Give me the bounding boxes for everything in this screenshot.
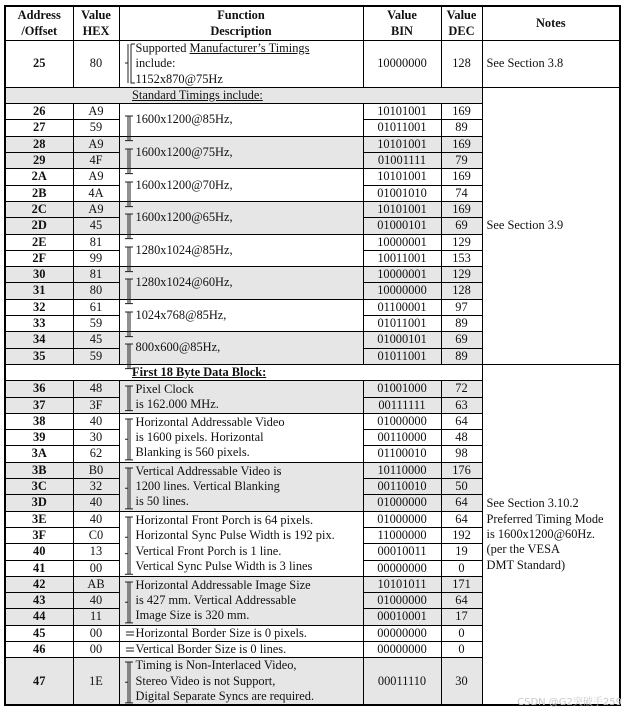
func-line: Horizontal Sync Pulse Width is 192 pix.	[135, 528, 335, 543]
dec-cell: 192	[441, 527, 482, 543]
hex-cell: 45	[73, 332, 119, 348]
func-line: Stereo Video is not Support,	[135, 673, 276, 688]
function-cell	[119, 625, 363, 641]
header-row	[5, 6, 620, 41]
func-line: Horizontal Addressable Video	[135, 414, 285, 429]
hex-cell: 81	[73, 234, 119, 250]
dec-cell: 0	[441, 641, 482, 657]
bin-cell: 00000000	[363, 625, 441, 641]
bin-cell: 00010011	[363, 544, 441, 560]
func-line: Timing is Non-Interlaced Video,	[135, 658, 297, 673]
address-cell: 3D	[5, 495, 73, 511]
address-cell: 38	[5, 413, 73, 429]
address-cell: 47	[5, 658, 73, 705]
func-line: Vertical Border Size is 0 lines.	[135, 641, 287, 656]
dec-cell: 69	[441, 332, 482, 348]
func-line: Image Size is 320 mm.	[135, 608, 250, 623]
function-cell	[119, 511, 363, 576]
address-cell: 27	[5, 120, 73, 136]
bin-cell: 01100001	[363, 299, 441, 315]
func-line: is 162.000 MHz.	[135, 397, 219, 412]
header-bin-line1: Value	[387, 8, 417, 23]
bin-cell: 00111111	[363, 397, 441, 413]
func-line: is 427 mm. Vertical Addressable	[135, 593, 296, 608]
header-dec-line1: Value	[446, 8, 477, 23]
hex-cell: 40	[73, 413, 119, 429]
function-cell	[119, 169, 363, 202]
bin-cell: 11000000	[363, 527, 441, 543]
func-line: Blanking is 560 pixels.	[135, 445, 250, 460]
brace-icon	[124, 41, 136, 87]
brace-icon	[124, 112, 136, 127]
dec-cell: 129	[441, 234, 482, 250]
dec-cell: 0	[441, 625, 482, 641]
bin-cell: 01000000	[363, 511, 441, 527]
function-cell	[119, 381, 363, 414]
address-cell: 2D	[5, 218, 73, 234]
bin-cell: 01011001	[363, 316, 441, 332]
address-cell: 3F	[5, 527, 73, 543]
section-title-text: First 18 Byte Data Block:	[132, 364, 267, 379]
dec-cell: 0	[441, 560, 482, 576]
brace-icon	[124, 178, 136, 193]
bin-cell: 01000000	[363, 495, 441, 511]
address-cell: 33	[5, 316, 73, 332]
address-cell: 3A	[5, 446, 73, 462]
brace-icon	[124, 243, 136, 258]
address-cell: 35	[5, 348, 73, 364]
address-cell: 36	[5, 381, 73, 397]
brace-icon	[124, 415, 136, 461]
brace-icon	[124, 513, 136, 574]
func-line: Horizontal Front Porch is 64 pixels.	[135, 513, 314, 528]
brace-icon	[124, 578, 136, 624]
hex-cell: 00	[73, 560, 119, 576]
bin-cell: 10000001	[363, 267, 441, 283]
header-address-line1: Address	[17, 8, 61, 23]
function-cell	[119, 576, 363, 625]
hex-cell: 4F	[73, 153, 119, 169]
dec-cell: 171	[441, 576, 482, 592]
dec-cell: 50	[441, 479, 482, 495]
header-address-line2: /Offset	[21, 23, 58, 38]
header-dec-line2: DEC	[448, 23, 475, 38]
bin-cell: 01011001	[363, 120, 441, 136]
bin-cell: 00011110	[363, 658, 441, 705]
dec-cell: 19	[441, 544, 482, 560]
bin-cell: 10101001	[363, 169, 441, 185]
section-title	[5, 364, 482, 380]
bin-cell: 01000101	[363, 332, 441, 348]
bin-cell: 01000000	[363, 413, 441, 429]
address-cell: 44	[5, 609, 73, 625]
hex-cell: A9	[73, 104, 119, 120]
hex-cell: 13	[73, 544, 119, 560]
hex-cell: 32	[73, 479, 119, 495]
address-cell: 39	[5, 430, 73, 446]
hex-cell: 48	[73, 381, 119, 397]
header-function	[119, 6, 363, 41]
address-cell: 32	[5, 299, 73, 315]
brace-icon	[124, 382, 136, 413]
func-line: Vertical Front Porch is 1 line.	[135, 543, 282, 558]
dec-cell: 64	[441, 413, 482, 429]
hex-cell: 59	[73, 120, 119, 136]
hex-cell: 00	[73, 641, 119, 657]
func-underlined-text: Manufacturer’s Timings	[189, 41, 310, 55]
function-cell	[119, 332, 363, 365]
notes-cell: See Section 3.8	[482, 41, 620, 88]
bin-cell: 00000000	[363, 560, 441, 576]
function-cell	[119, 234, 363, 267]
section-row	[5, 364, 620, 380]
hex-cell: 61	[73, 299, 119, 315]
func-line: 1152x870@75Hz	[135, 71, 223, 86]
dec-cell: 30	[441, 658, 482, 705]
hex-cell: 62	[73, 446, 119, 462]
hex-cell: AB	[73, 576, 119, 592]
function-cell	[119, 201, 363, 234]
func-line: 1024x768@85Hz,	[135, 307, 227, 322]
dec-cell: 128	[441, 283, 482, 299]
bin-cell: 10110000	[363, 462, 441, 478]
func-line: 1280x1024@60Hz,	[135, 275, 233, 290]
bin-cell: 01001111	[363, 153, 441, 169]
address-cell: 2B	[5, 185, 73, 201]
dec-cell: 64	[441, 511, 482, 527]
address-cell: 2E	[5, 234, 73, 250]
section-title-text: Standard Timings include:	[132, 87, 263, 102]
notes-line: is 1600x1200@60Hz.	[486, 526, 595, 541]
func-line: is 1600 pixels. Horizontal	[135, 430, 264, 445]
dec-cell: 169	[441, 169, 482, 185]
dec-cell: 153	[441, 250, 482, 266]
dec-cell: 169	[441, 104, 482, 120]
function-cell	[119, 104, 363, 137]
hex-cell: 45	[73, 218, 119, 234]
brace-icon	[124, 275, 136, 290]
address-cell: 25	[5, 41, 73, 88]
address-cell: 3E	[5, 511, 73, 527]
table-row	[5, 41, 620, 88]
hex-cell: B0	[73, 462, 119, 478]
dec-cell: 97	[441, 299, 482, 315]
function-cell	[119, 41, 363, 88]
bin-cell: 10000001	[363, 234, 441, 250]
func-line: Vertical Addressable Video is	[135, 463, 282, 478]
address-cell: 28	[5, 136, 73, 152]
address-cell: 2C	[5, 201, 73, 217]
address-cell: 40	[5, 544, 73, 560]
hex-cell: 4A	[73, 185, 119, 201]
bin-cell: 01001010	[363, 185, 441, 201]
hex-cell: 81	[73, 267, 119, 283]
func-line: 1600x1200@75Hz,	[135, 144, 233, 159]
bin-cell: 00110010	[363, 479, 441, 495]
func-line: Vertical Sync Pulse Width is 3 lines	[135, 559, 313, 573]
header-bin-line2: BIN	[390, 23, 414, 38]
hex-cell: 40	[73, 495, 119, 511]
address-cell: 30	[5, 267, 73, 283]
bin-cell: 01000101	[363, 218, 441, 234]
notes-cell: See Section 3.9	[482, 87, 620, 364]
hex-cell: 30	[73, 430, 119, 446]
address-cell: 2F	[5, 250, 73, 266]
brace-icon	[124, 145, 136, 160]
func-line: Horizontal Border Size is 0 pixels.	[135, 625, 307, 640]
brace-icon	[124, 464, 136, 510]
hex-cell: 1E	[73, 658, 119, 705]
func-line: Horizontal Addressable Image Size	[135, 577, 311, 592]
address-cell: 43	[5, 593, 73, 609]
hex-cell: 40	[73, 511, 119, 527]
dec-cell: 89	[441, 316, 482, 332]
notes-line: See Section 3.10.2	[486, 496, 579, 511]
dec-cell: 17	[441, 609, 482, 625]
function-cell	[119, 267, 363, 300]
bin-cell: 10101001	[363, 136, 441, 152]
dec-cell: 89	[441, 120, 482, 136]
address-cell: 41	[5, 560, 73, 576]
address-cell: 3C	[5, 479, 73, 495]
address-cell: 2A	[5, 169, 73, 185]
header-hex	[73, 6, 119, 41]
address-cell: 42	[5, 576, 73, 592]
func-line: 1600x1200@70Hz,	[135, 177, 233, 192]
address-cell: 31	[5, 283, 73, 299]
dec-cell: 128	[441, 41, 482, 88]
hex-cell: 40	[73, 593, 119, 609]
bin-cell: 00010001	[363, 609, 441, 625]
address-cell: 46	[5, 641, 73, 657]
hex-cell: 59	[73, 348, 119, 364]
dec-cell: 63	[441, 397, 482, 413]
bin-cell: 00110000	[363, 430, 441, 446]
dec-cell: 64	[441, 593, 482, 609]
func-line: 1600x1200@65Hz,	[135, 210, 233, 225]
hex-cell: A9	[73, 136, 119, 152]
watermark: CSDN @G2突破手259	[517, 697, 622, 708]
dec-cell: 79	[441, 153, 482, 169]
dec-cell: 69	[441, 218, 482, 234]
header-hex-line1: Value	[81, 8, 111, 23]
func-line: 800x600@85Hz,	[135, 340, 221, 355]
hex-cell: 99	[73, 250, 119, 266]
bin-cell: 00000000	[363, 641, 441, 657]
func-line: Pixel Clock	[135, 381, 194, 396]
hex-cell: 00	[73, 625, 119, 641]
brace-icon	[124, 626, 136, 641]
address-cell: 34	[5, 332, 73, 348]
dec-cell: 169	[441, 136, 482, 152]
func-text: Supported	[135, 41, 190, 55]
dec-cell: 98	[441, 446, 482, 462]
function-cell	[119, 462, 363, 511]
dec-cell: 72	[441, 381, 482, 397]
address-cell: 29	[5, 153, 73, 169]
bin-cell: 10000000	[363, 41, 441, 88]
bin-cell: 01100010	[363, 446, 441, 462]
function-cell	[119, 658, 363, 705]
brace-icon	[124, 308, 136, 323]
notes-line: Preferred Timing Mode	[486, 511, 604, 526]
func-line: is 50 lines.	[135, 494, 189, 509]
function-cell	[119, 641, 363, 657]
header-address	[5, 6, 73, 41]
section-row	[5, 87, 620, 103]
bin-cell: 10011001	[363, 250, 441, 266]
func-line	[136, 41, 359, 56]
bin-cell: 10101001	[363, 201, 441, 217]
brace-icon	[124, 658, 136, 704]
dec-cell: 176	[441, 462, 482, 478]
dec-cell: 129	[441, 267, 482, 283]
func-line: 1600x1200@85Hz,	[135, 112, 233, 127]
address-cell: 45	[5, 625, 73, 641]
dec-cell: 169	[441, 201, 482, 217]
function-cell	[119, 136, 363, 169]
notes-line: (per the VESA	[486, 542, 560, 557]
hex-cell: A9	[73, 201, 119, 217]
hex-cell: 11	[73, 609, 119, 625]
bin-cell: 10101011	[363, 576, 441, 592]
brace-icon	[124, 210, 136, 225]
edid-table	[4, 5, 621, 706]
notes-cell	[482, 364, 620, 705]
bin-cell: 01001000	[363, 381, 441, 397]
func-line: 1280x1024@85Hz,	[135, 242, 233, 257]
header-dec	[441, 6, 482, 41]
func-line: Digital Separate Syncs are required.	[135, 688, 315, 703]
hex-cell: C0	[73, 527, 119, 543]
dec-cell: 89	[441, 348, 482, 364]
bin-cell: 01011001	[363, 348, 441, 364]
brace-icon	[124, 642, 136, 657]
address-cell: 26	[5, 104, 73, 120]
address-cell: 37	[5, 397, 73, 413]
func-line: include:	[135, 56, 176, 71]
dec-cell: 48	[441, 430, 482, 446]
func-line: 1200 lines. Vertical Blanking	[135, 479, 280, 494]
hex-cell: 3F	[73, 397, 119, 413]
header-bin	[363, 6, 441, 41]
bin-cell: 01000000	[363, 593, 441, 609]
function-cell	[119, 413, 363, 462]
hex-cell: 59	[73, 316, 119, 332]
brace-icon	[124, 340, 136, 355]
section-title	[5, 87, 482, 103]
header-func-line1: Function	[217, 8, 265, 23]
header-hex-line2: HEX	[82, 23, 110, 38]
dec-cell: 64	[441, 495, 482, 511]
hex-cell: A9	[73, 169, 119, 185]
header-func-line2: Description	[210, 23, 272, 38]
dec-cell: 74	[441, 185, 482, 201]
notes-line: DMT Standard)	[486, 557, 566, 572]
address-cell: 3B	[5, 462, 73, 478]
hex-cell: 80	[73, 41, 119, 88]
bin-cell: 10000000	[363, 283, 441, 299]
bin-cell: 10101001	[363, 104, 441, 120]
function-cell	[119, 299, 363, 332]
header-notes: Notes	[482, 6, 620, 41]
hex-cell: 80	[73, 283, 119, 299]
